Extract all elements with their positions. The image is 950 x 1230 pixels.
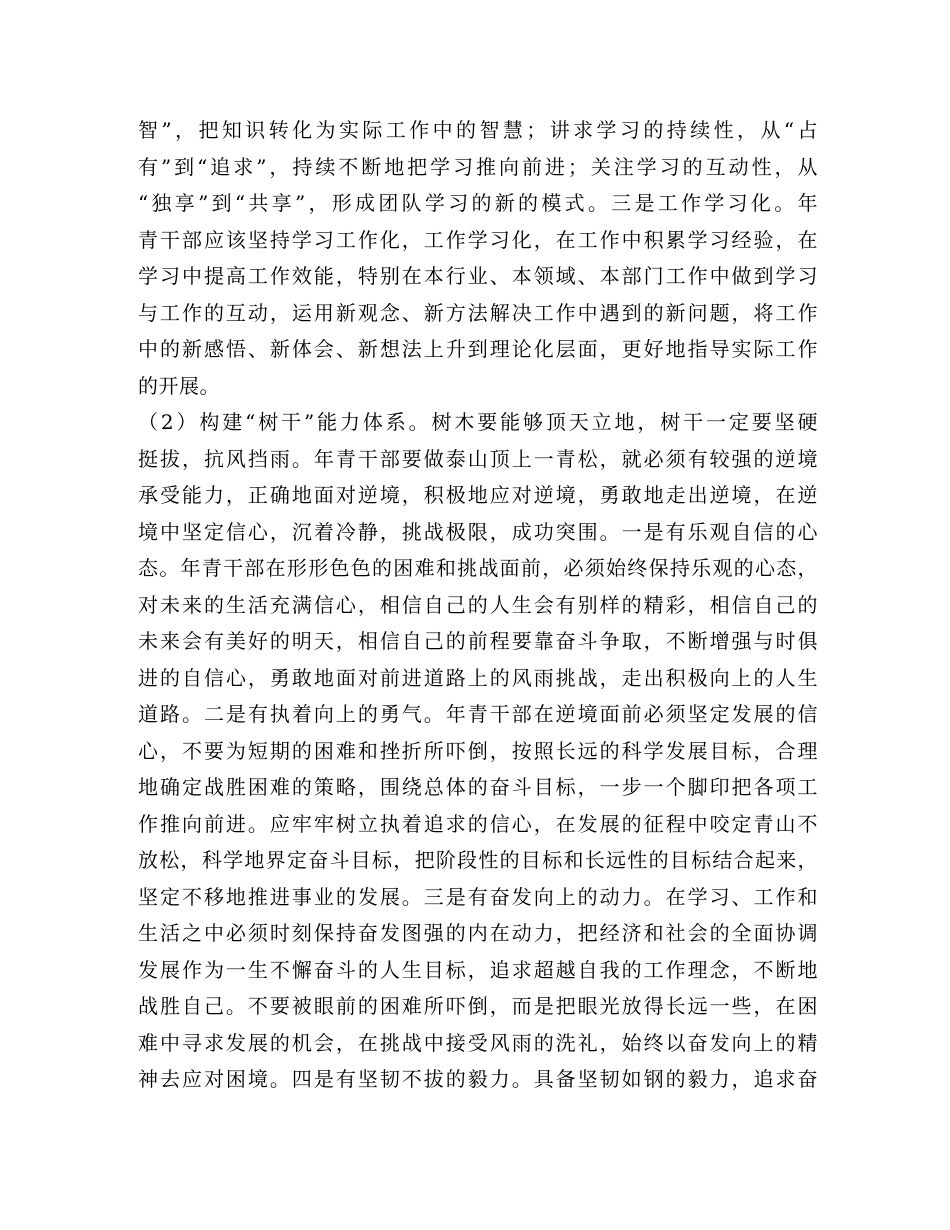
- text-line: 的开展。: [138, 373, 220, 398]
- text-line: 难中寻求发展的机会，在挑战中接受风雨的洗礼，始终以奋发向上的精: [138, 1030, 818, 1055]
- text-line: 发展作为一生不懈奋斗的人生目标，追求超越自我的工作理念，不断地: [138, 957, 818, 982]
- text-line: “独享”到“共享”，形成团队学习的新的模式。三是工作学习化。年: [138, 191, 818, 215]
- text-line: 承受能力，正确地面对逆境，积极地应对逆境，勇敢地走出逆境，在逆: [138, 483, 818, 507]
- text-line: 战胜自己。不要被眼前的困难所吓倒，而是把眼光放得长远一些，在困: [138, 994, 818, 1018]
- text-line: 青干部应该坚持学习工作化，工作学习化，在工作中积累学习经验，在: [138, 227, 818, 252]
- text-line: 作推向前进。应牢牢树立执着追求的信心，在发展的征程中咬定青山不: [138, 811, 818, 836]
- text-line: 挺拔，抗风挡雨。年青干部要做泰山顶上一青松，就必须有较强的逆境: [138, 446, 818, 471]
- text-line: 未来会有美好的明天，相信自己的前程要靠奋斗争取，不断增强与时俱: [138, 629, 818, 653]
- text-line: 神去应对困境。四是有坚韧不拔的毅力。具备坚韧如钢的毅力，追求奋: [138, 1067, 818, 1091]
- text-line: 境中坚定信心，沉着冷静，挑战极限，成功突围。一是有乐观自信的心: [138, 519, 818, 544]
- text-line: 中的新感悟、新体会、新想法上升到理论化层面，更好地指导实际工作: [138, 337, 818, 361]
- text-line: 智”，把知识转化为实际工作中的智慧；讲求学习的持续性，从“占: [138, 118, 818, 142]
- text-line: 道路。二是有执着向上的勇气。年青干部在逆境面前必须坚定发展的信: [138, 702, 818, 726]
- text-line: 心，不要为短期的困难和挫折所吓倒，按照长远的科学发展目标，合理: [138, 738, 818, 763]
- text-line: 态。年青干部在形形色色的困难和挑战面前，必须始终保持乐观的心态，: [138, 556, 818, 580]
- body-text: [138, 112, 818, 1098]
- text-line: 坚定不移地推进事业的发展。三是有奋发向上的动力。在学习、工作和: [138, 884, 818, 909]
- text-line: 有”到“追求”，持续不断地把学习推向前进；关注学习的互动性，从: [138, 154, 818, 179]
- text-line: 学习中提高工作效能，特别在本行业、本领域、本部门工作中做到学习: [138, 264, 818, 288]
- text-line: 与工作的互动，运用新观念、新方法解决工作中遇到的新问题，将工作: [138, 300, 818, 325]
- text-line: 进的自信心，勇敢地面对前进道路上的风雨挑战，走出积极向上的人生: [138, 665, 818, 690]
- text-line: （2）构建“树干”能力体系。树木要能够顶天立地，树干一定要坚硬: [138, 410, 818, 434]
- text-line: 对未来的生活充满信心，相信自己的人生会有别样的精彩，相信自己的: [138, 592, 818, 617]
- text-line: 地确定战胜困难的策略，围绕总体的奋斗目标，一步一个脚印把各项工: [138, 775, 818, 799]
- text-line: 生活之中必须时刻保持奋发图强的内在动力，把经济和社会的全面协调: [138, 921, 818, 945]
- text-line: 放松，科学地界定奋斗目标，把阶段性的目标和长远性的目标结合起来，: [138, 848, 818, 872]
